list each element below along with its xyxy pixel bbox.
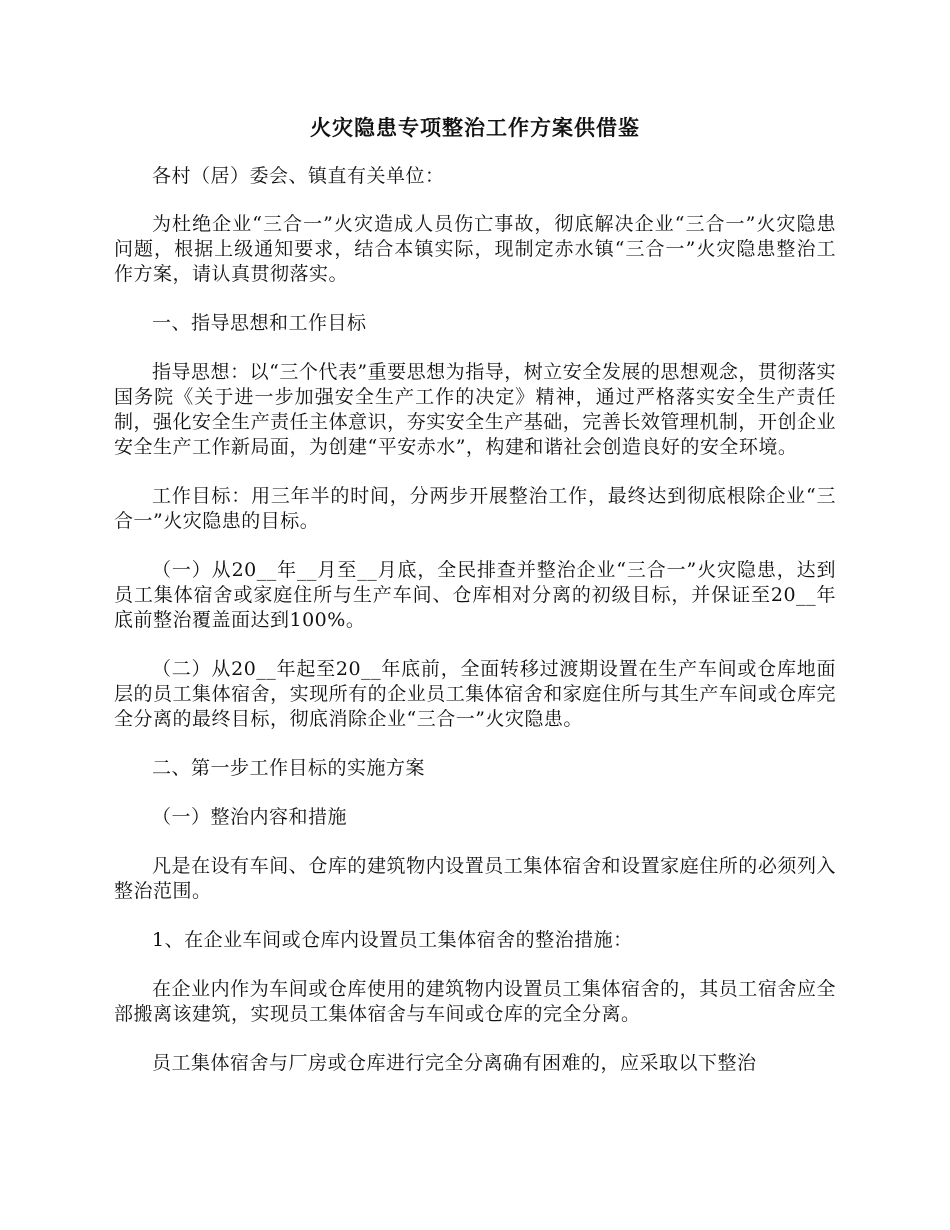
scope-paragraph: 凡是在设有车间、仓库的建筑物内设置员工集体宿舍和设置家庭住所的必须列入整治范围。 [114, 855, 836, 902]
stage-one-paragraph: （一）从20__年__月至__月底，全民排查并整治企业“三合一”火灾隐患，达到员工集体宿舍或家庭住所与生产车间、仓库相对分离的初级目标，并保证至20__年底前整治覆盖面达到100%。 [114, 559, 836, 631]
difficulty-paragraph: 员工集体宿舍与厂房或仓库进行完全分离确有困难的，应采取以下整治 [152, 1052, 757, 1074]
section-heading-2: 二、第一步工作目标的实施方案 [152, 757, 426, 779]
intro-paragraph: 为杜绝企业“三合一”火灾造成人员伤亡事故，彻底解决企业“三合一”火灾隐患问题，根据上级通知要求，结合本镇实际，现制定赤水镇“三合一”火灾隐患整治工作方案，请认真贯彻落实。 [114, 213, 836, 285]
salutation: 各村（居）委会、镇直有关单位： [152, 165, 445, 187]
relocation-paragraph: 在企业内作为车间或仓库使用的建筑物内设置员工集体宿舍的，其员工宿舍应全部搬离该建筑，实现员工集体宿舍与车间或仓库的完全分离。 [114, 978, 836, 1025]
subsection-heading: （一）整治内容和措施 [152, 806, 348, 828]
section-heading-1: 一、指导思想和工作目标 [152, 312, 367, 334]
measure-heading: 1、在企业车间或仓库内设置员工集体宿舍的整治措施： [152, 929, 633, 951]
stage-two-paragraph: （二）从20__年起至20__年底前，全面转移过渡期设置在生产车间或仓库地面层的员工集体宿舍，实现所有的企业员工集体宿舍和家庭住所与其生产车间或仓库完全分离的最终目标，彻底消除企业“三合一”火灾隐患。 [114, 658, 836, 730]
work-goal-paragraph: 工作目标：用三年半的时间，分两步开展整治工作，最终达到彻底根除企业“三合一”火灾隐患的目标。 [114, 485, 836, 532]
document-title: 火灾隐患专项整治工作方案供借鉴 [310, 115, 640, 140]
document-body [114, 164, 836, 1100]
guiding-ideology-paragraph: 指导思想：以“三个代表”重要思想为指导，树立安全发展的思想观念，贯彻落实国务院《关于进一步加强安全生产工作的决定》精神，通过严格落实安全生产责任制，强化安全生产责任主体意识，夯实安全生产基础，完善长效管理机制，开创企业安全生产工作新局面，为创建“平安赤水”，构建和谐社会创造良好的安全环境。 [114, 361, 836, 458]
